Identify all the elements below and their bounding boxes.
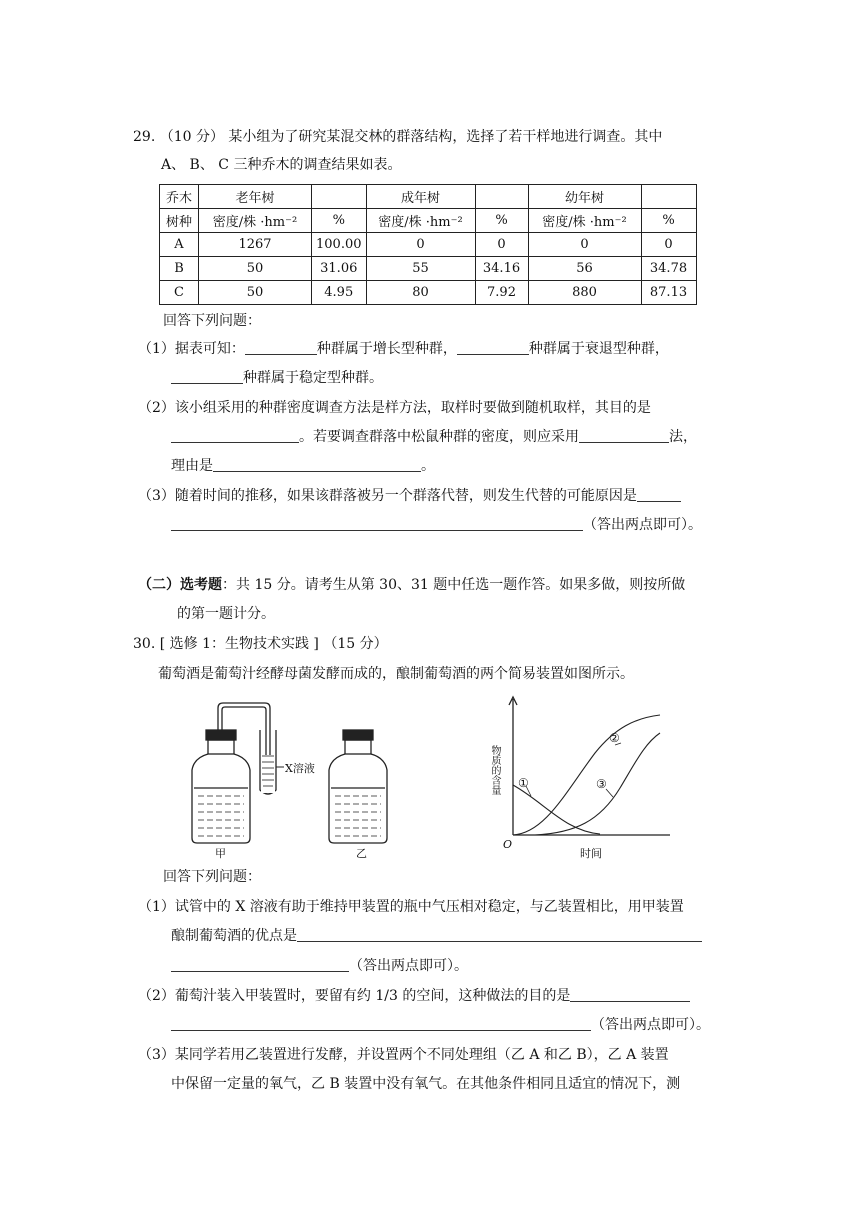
q29-sub2-line1: （2）该小组采用的种群密度调查方法是样方法，取样时要做到随机取样，其目的是 <box>138 400 651 416</box>
table-cell: 密度/株 ·hm⁻² <box>366 209 475 233</box>
q30-sub1-line3 <box>171 956 468 976</box>
q29-sub2-text-c: 法， <box>669 429 697 445</box>
table-cell <box>312 185 367 209</box>
q29-header-2: A、 B、 C 三种乔木的调查结果如表。 <box>161 157 402 173</box>
table-cell: % <box>641 209 696 233</box>
section2-title: （二）选考题 <box>138 577 222 593</box>
q29-prompt: 回答下列问题： <box>163 313 261 329</box>
table-row <box>160 281 697 305</box>
content-time-graph <box>505 693 675 843</box>
q30-sub3-line1: （3）某同学若用乙装置进行发酵，并设置两个不同处理组（乙 A 和乙 B），乙 A 装置 <box>138 1047 669 1063</box>
table-cell: 0 <box>475 233 528 257</box>
q30-sub2-line1 <box>138 986 690 1006</box>
answer-blank[interactable] <box>171 369 243 384</box>
table-cell: 树种 <box>160 209 199 233</box>
table-cell: % <box>312 209 367 233</box>
q29-sub3-text-b: （答出两点即可）。 <box>583 517 702 533</box>
table-cell: A <box>160 233 199 257</box>
table-cell: 老年树 <box>199 185 312 209</box>
table-cell <box>475 185 528 209</box>
curve-3-label: ③ <box>596 777 607 791</box>
table-row <box>160 185 697 209</box>
q29-sub3-text-a: （3）随着时间的推移，如果该群落被另一个群落代替，则发生代替的可能原因是 <box>138 488 637 504</box>
q29-sub2-line3 <box>171 456 435 476</box>
q29-sub2-line2 <box>171 427 697 447</box>
section2-line1 <box>138 575 685 595</box>
table-cell <box>641 185 696 209</box>
graph-ylabel: 物质的含量 <box>489 745 500 795</box>
q30-sub1-line2 <box>171 926 702 946</box>
q30-header: 30. [ 选修 1：生物技术实践 ] （15 分） <box>133 636 388 652</box>
table-cell: 55 <box>366 257 475 281</box>
answer-blank[interactable] <box>171 1016 591 1031</box>
curve-2-label: ② <box>609 731 620 745</box>
table-cell: 0 <box>641 233 696 257</box>
q29-sub1-line1 <box>138 339 669 359</box>
table-cell: 0 <box>366 233 475 257</box>
q30-sub1-text-c: （答出两点即可）。 <box>349 958 468 974</box>
q30-sub3-line2: 中保留一定量的氧气，乙 B 装置中没有氧气。在其他条件相同且适宜的情况下，测 <box>171 1076 681 1092</box>
table-cell: 50 <box>199 281 312 305</box>
section2-text: ：共 15 分。请考生从第 30、31 题中任选一题作答。如果多做，则按所做 <box>222 577 686 593</box>
table-cell: 0 <box>528 233 641 257</box>
table-cell: 4.95 <box>312 281 367 305</box>
q30-prompt: 回答下列问题： <box>163 869 261 885</box>
table-cell: 31.06 <box>312 257 367 281</box>
answer-blank[interactable] <box>570 987 690 1002</box>
table-cell: % <box>475 209 528 233</box>
answer-blank[interactable] <box>171 957 349 972</box>
table-cell: 密度/株 ·hm⁻² <box>528 209 641 233</box>
q30-sub1-text-b: 酿制葡萄酒的优点是 <box>171 928 297 944</box>
apparatus-yi-figure <box>325 725 400 845</box>
answer-blank[interactable] <box>457 340 529 355</box>
q29-sub1-text-c: 种群属于衰退型种群， <box>528 341 669 357</box>
answer-blank[interactable] <box>637 487 681 502</box>
q29-sub1-text-d: 种群属于稳定型种群。 <box>243 370 383 386</box>
answer-blank[interactable] <box>213 457 421 472</box>
answer-blank[interactable] <box>297 927 702 942</box>
table-cell: 幼年树 <box>528 185 641 209</box>
graph-origin: O <box>503 838 513 851</box>
q29-sub3-line1 <box>138 486 681 506</box>
q29-sub1-text-b: 种群属于增长型种群， <box>316 341 457 357</box>
q30-sub2-line2 <box>171 1015 710 1035</box>
q30-sub2-text-b: （答出两点即可）。 <box>591 1017 710 1033</box>
table-cell: C <box>160 281 199 305</box>
table-cell: 50 <box>199 257 312 281</box>
curve-1-label: ① <box>518 776 529 790</box>
table-cell: 1267 <box>199 233 312 257</box>
survey-table <box>159 184 697 305</box>
q29-sub1-line2 <box>171 368 383 388</box>
q29-sub2-text-e: 。 <box>421 458 435 474</box>
q30-sub2-text-a: （2）葡萄汁装入甲装置时，要留有约 1/3 的空间，这种做法的目的是 <box>138 988 571 1004</box>
table-cell: 880 <box>528 281 641 305</box>
q29-sub2-text-b: 。若要调查群落中松鼠种群的密度，则应采用 <box>299 429 579 445</box>
table-cell: 80 <box>366 281 475 305</box>
apparatus-jia-label: 甲 <box>215 847 226 860</box>
table-cell: 100.00 <box>312 233 367 257</box>
q30-sub1-line1: （1）试管中的 X 溶液有助于维持甲装置的瓶中气压相对稳定，与乙装置相比，用甲装置 <box>138 899 684 915</box>
answer-blank[interactable] <box>245 340 317 355</box>
graph-xlabel: 时间 <box>580 847 602 860</box>
section2-line2: 的第一题计分。 <box>177 606 275 622</box>
table-cell: 34.78 <box>641 257 696 281</box>
q29-sub2-text-d: 理由是 <box>171 458 213 474</box>
q29-sub3-line2 <box>171 515 702 535</box>
table-cell: 34.16 <box>475 257 528 281</box>
q30-intro: 葡萄酒是葡萄汁经酵母菌发酵而成的，酿制葡萄酒的两个简易装置如图所示。 <box>158 666 634 682</box>
table-cell: 密度/株 ·hm⁻² <box>199 209 312 233</box>
table-row <box>160 257 697 281</box>
table-row <box>160 209 697 233</box>
table-cell: 成年树 <box>366 185 475 209</box>
table-cell: 56 <box>528 257 641 281</box>
answer-blank[interactable] <box>171 428 299 443</box>
x-solution-label: X溶液 <box>285 762 315 775</box>
table-cell: 乔木 <box>160 185 199 209</box>
answer-blank[interactable] <box>171 516 583 531</box>
answer-blank[interactable] <box>579 428 669 443</box>
table-row <box>160 233 697 257</box>
q29-sub1-text-a: （1）据表可知： <box>138 341 245 357</box>
table-cell: 87.13 <box>641 281 696 305</box>
table-cell: 7.92 <box>475 281 528 305</box>
apparatus-yi-label: 乙 <box>356 847 367 860</box>
q29-header: 29. （10 分） 某小组为了研究某混交林的群落结构，选择了若干样地进行调查。其中 <box>133 129 663 145</box>
table-cell: B <box>160 257 199 281</box>
